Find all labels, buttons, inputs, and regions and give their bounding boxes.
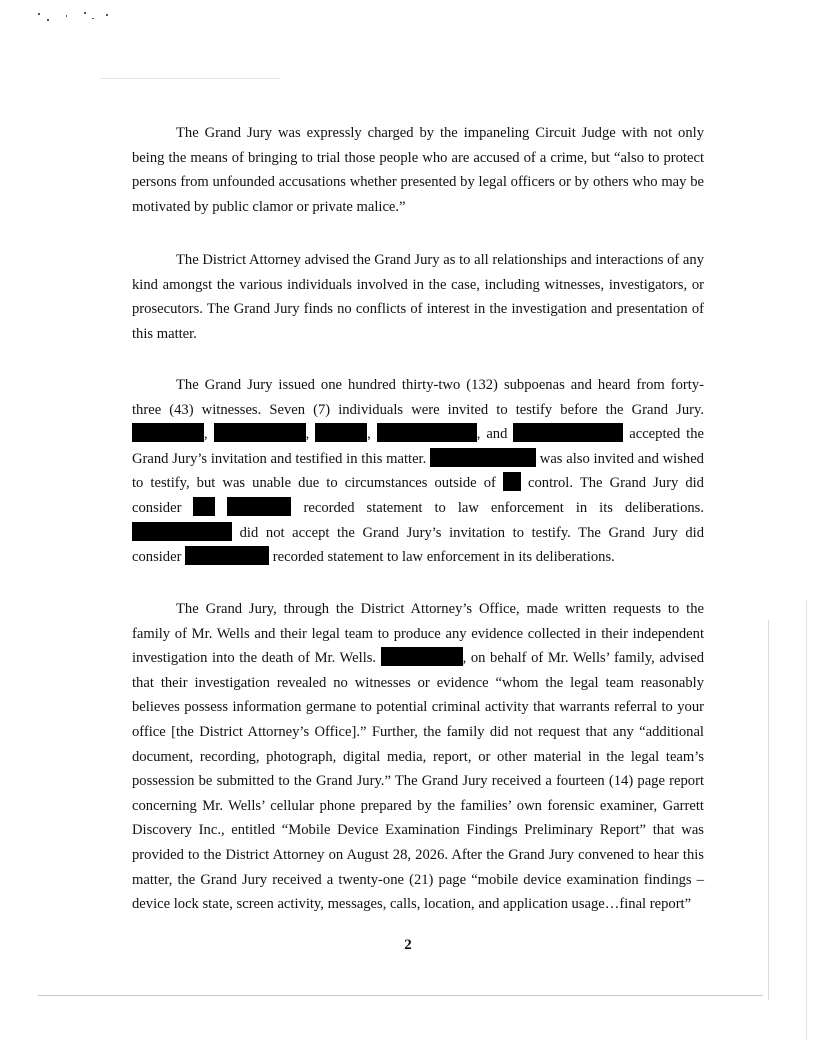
redaction-box [185, 546, 269, 565]
redaction-box [430, 448, 536, 467]
redaction-box [315, 423, 367, 442]
paragraph-text: The Grand Jury was expressly charged by the impaneling Circuit Judge with not only being the means of bringing to trial those people who are accused of a crime, but “also to protect persons from unfounded accusations whether presented by legal officers or by others who may be motivated by public clamor or private malice.” [132, 125, 704, 215]
paragraph-text: recorded statement to law enforcement in its deliberations. [272, 549, 615, 566]
redaction-box [503, 472, 521, 491]
redaction-box [132, 522, 232, 541]
redaction-box [214, 423, 306, 442]
page-number: 2 [404, 937, 412, 953]
paragraph-text: , [204, 426, 208, 443]
paragraph-text: accepted the Grand Jury’s invitation and testified in this matter. [132, 426, 705, 467]
paragraph-text: The District Attorney advised the Grand Jury as to all relationships and interactions of any kind amongst the various individuals involved in the case, including witnesses, investigators, or prosecutors. The Grand Jury finds no conflicts of interest in the investigation and presentation of this matter. [132, 252, 704, 342]
redaction-box [377, 423, 477, 442]
paragraph-text: , [367, 426, 371, 443]
scan-speck [47, 19, 49, 21]
paragraph-text: , on behalf of Mr. Wells’ family, advised that their investigation revealed no witnesses or evidence “whom the legal team reasonably believes possess information germane to potential criminal activity that warrants referral to your office [the District Attorney’s Office].” Further, the family did not request that any “additional document, recording, photograph, digital media, report, or other material in the legal team’s possession be submitted to the Grand Jury.” The Grand Jury received a fourteen (14) page report concerning Mr. Wells’ cellular phone prepared by the families’ own forensic examiner, Garrett Discovery Inc., entitled “Mobile Device Examination Findings Preliminary Report” that was provided to the District Attorney on August 28, 2026. After the Grand Jury convened to hear this matter, the Grand Jury received a twenty-one (21) page “mobile device examination findings – device lock state, screen activity, messages, calls, location, and application usage…final report” [132, 650, 704, 913]
paragraph-text: , [305, 426, 310, 443]
paragraph-text: recorded statement to law enforcement in its deliberations. [303, 499, 705, 516]
scan-speck [66, 15, 67, 17]
scan-speck [106, 14, 108, 16]
paragraph-text: was also invited and wished to testify, but was unable due to circumstances outside of [132, 450, 704, 492]
paragraph-text: The Grand Jury issued one hundred thirty-two (132) subpoenas and heard from forty-three (43) witnesses. Seven (7) individuals were invited to testify before the Grand Jury. [132, 377, 704, 418]
paragraph-text: and [486, 426, 508, 443]
paragraph-conflicts [132, 248, 704, 346]
scan-speck [92, 18, 94, 19]
redaction-box [132, 423, 204, 442]
scan-speck [84, 12, 86, 14]
paragraph-text: The Grand Jury, through the District Attorney’s Office, made written requests to the family of Mr. Wells and their legal team to produce any evidence collected in their independent investigation into the death of Mr. Wells. [132, 601, 704, 667]
redaction-box [193, 497, 215, 516]
paragraph-witnesses [132, 373, 704, 570]
redaction-box [381, 647, 463, 666]
paragraph-text: , [476, 426, 481, 443]
scan-line-top [100, 78, 280, 79]
scan-speck [38, 13, 40, 15]
redaction-box [513, 423, 623, 442]
paragraph-text: control. The Grand Jury did consider [132, 475, 704, 516]
paragraph-charge [132, 121, 704, 219]
scan-line-edge [806, 600, 807, 1040]
paragraph-evidence-requests [132, 597, 704, 917]
scan-line-bottom [38, 995, 763, 996]
paragraph-text: did not accept the Grand Jury’s invitation to testify. The Grand Jury did consider [132, 524, 704, 566]
redaction-box [227, 497, 291, 516]
